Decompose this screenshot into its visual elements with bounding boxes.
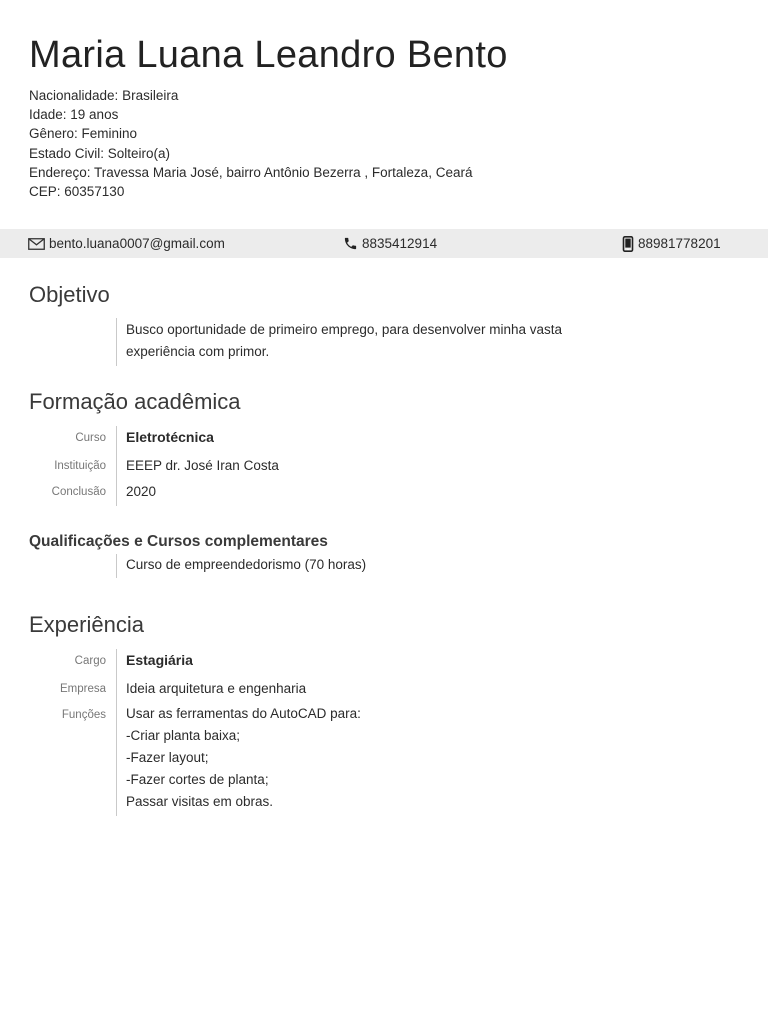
contact-bar xyxy=(0,229,768,258)
funcao-line: -Fazer cortes de planta; xyxy=(126,772,269,787)
cargo-label: Cargo xyxy=(74,655,106,667)
qualificacao-item: Curso de empreendedorismo (70 horas) xyxy=(126,557,367,572)
section-title-experiencia: Experiência xyxy=(29,612,144,637)
curso-value: Eletrotécnica xyxy=(126,429,214,445)
divider-line xyxy=(116,426,117,506)
nationality: Nacionalidade: Brasileira xyxy=(29,88,179,103)
candidate-name: Maria Luana Leandro Bento xyxy=(29,34,508,76)
email-text[interactable]: bento.luana0007@gmail.com xyxy=(49,236,225,251)
section-title-qualificacoes: Qualificações e Cursos complementares xyxy=(29,533,328,550)
address: Endereço: Travessa Maria José, bairro Antônio Bezerra , Fortaleza, Ceará xyxy=(29,164,473,180)
phone-icon xyxy=(343,236,358,251)
empresa-value: Ideia arquitetura e engenharia xyxy=(126,681,307,696)
mobile-icon xyxy=(622,236,634,252)
objetivo-line: experiência com primor. xyxy=(126,344,270,359)
funcoes-list xyxy=(126,703,626,813)
objetivo-text xyxy=(126,319,626,363)
section-title-objetivo: Objetivo xyxy=(29,282,110,307)
funcao-line: Passar visitas em obras. xyxy=(126,794,274,809)
conclusao-value: 2020 xyxy=(126,484,157,499)
empresa-label: Empresa xyxy=(59,683,106,695)
postal-code: CEP: 60357130 xyxy=(29,184,125,200)
funcao-line: -Fazer layout; xyxy=(126,750,209,765)
objetivo-line: Busco oportunidade de primeiro emprego, para desenvolver minha vasta xyxy=(126,322,563,337)
instituicao-label: Instituição xyxy=(54,460,106,472)
conclusao-label: Conclusão xyxy=(51,486,106,498)
divider-line xyxy=(116,649,117,816)
curso-label: Curso xyxy=(75,432,106,444)
contact-email[interactable] xyxy=(28,229,225,258)
formacao-block xyxy=(0,426,768,506)
objetivo-block xyxy=(0,318,768,366)
mobile-text[interactable]: 88981778201 xyxy=(638,236,721,251)
funcao-line: -Criar planta baixa; xyxy=(126,728,241,743)
gender: Gênero: Feminino xyxy=(29,126,138,142)
contact-phone[interactable] xyxy=(343,229,437,258)
personal-info xyxy=(29,86,472,201)
marital-status: Estado Civil: Solteiro(a) xyxy=(29,145,171,161)
divider-line xyxy=(116,318,117,366)
qualificacoes-block xyxy=(0,554,768,578)
section-title-formacao: Formação acadêmica xyxy=(29,389,241,414)
divider-line xyxy=(116,554,117,578)
funcao-line: Usar as ferramentas do AutoCAD para: xyxy=(126,706,361,721)
phone-text[interactable]: 8835412914 xyxy=(362,236,438,251)
contact-mobile[interactable] xyxy=(622,229,721,258)
experiencia-block xyxy=(0,649,768,816)
instituicao-value: EEEP dr. José Iran Costa xyxy=(126,458,279,473)
funcoes-label: Funções xyxy=(61,709,106,721)
envelope-icon xyxy=(28,238,45,250)
cargo-value: Estagiária xyxy=(126,652,193,668)
age: Idade: 19 anos xyxy=(29,107,119,123)
